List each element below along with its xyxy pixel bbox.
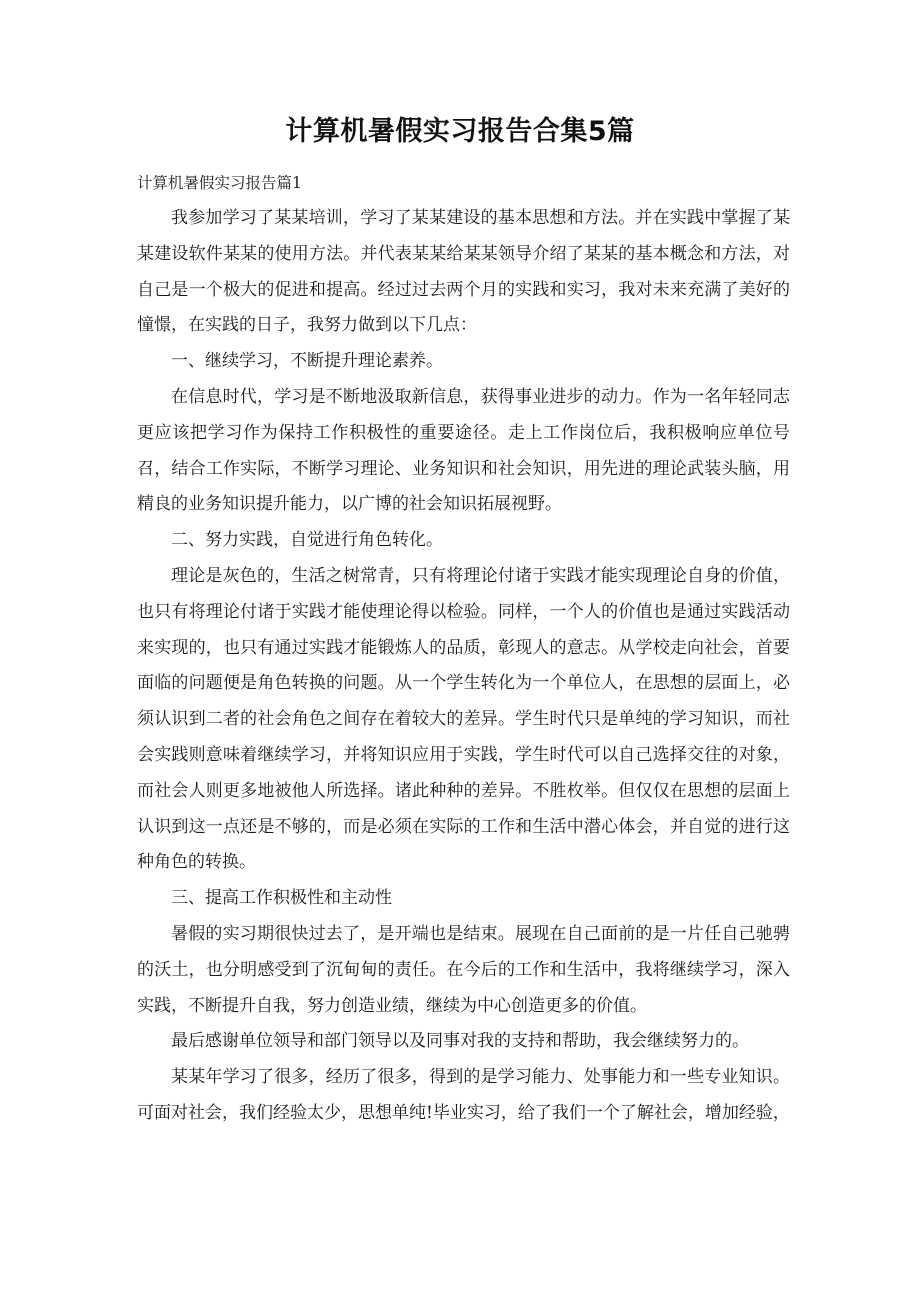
body-paragraph: 最后感谢单位领导和部门领导以及同事对我的支持和帮助，我会继续努力的。 xyxy=(171,1031,749,1052)
section-heading: 一、继续学习，不断提升理论素养。 xyxy=(171,351,443,372)
section-heading: 二、努力实践，自觉进行角色转化。 xyxy=(171,530,443,551)
body-paragraph: 我参加学习了某某培训，学习了某某建设的基本思想和方法。并在实践中掌握了某某建设软件某某的使用方法。并代表某某给某某领导介绍了某某的基本概念和方法，对自己是一个极大的促进和提高。经过过去两个月的实践和实习，我对未来充满了美好的憧憬，在实践的日子，我努力做到以下几点： xyxy=(137,208,790,336)
body-paragraph: 在信息时代，学习是不断地汲取新信息，获得事业进步的动力。作为一名年轻同志更应该把学习作为保持工作积极性的重要途径。走上工作岗位后，我积极响应单位号召，结合工作实际，不断学习理论、业务知识和社会知识，用先进的理论武装头脑，用精良的业务知识提升能力，以广博的社会知识拓展视野。 xyxy=(137,386,790,515)
document-body xyxy=(137,201,790,1132)
document-title: 计算机暑假实习报告合集5篇 xyxy=(285,116,635,147)
body-paragraph: 理论是灰色的，生活之树常青，只有将理论付诸于实践才能实现理论自身的价值，也只有将理论付诸于实践才能使理论得以检验。同样，一个人的价值也是通过实践活动来实现的，也只有通过实践才能锻炼人的品质，彰现人的意志。从学校走向社会，首要面临的问题便是角色转换的问题。从一个学生转化为一个单位人，在思想的层面上，必须认识到二者的社会角色之间存在着较大的差异。学生时代只是单纯的学习知识，而社会实践则意味着继续学习，并将知识应用于实践，学生时代可以自己选择交往的对象，而社会人则更多地被他人所选择。诸此种种的差异。不胜枚举。但仅仅在思想的层面上认识到这一点还是不够的，而是必须在实际的工作和生活中潜心体会，并自觉的进行这种角色的转换。 xyxy=(137,565,790,873)
body-paragraph: 暑假的实习期很快过去了，是开端也是结束。展现在自己面前的是一片任自己驰骋的沃土，也分明感受到了沉甸甸的责任。在今后的工作和生活中，我将继续学习，深入实践，不断提升自我，努力创造业绩，继续为中心创造更多的价值。 xyxy=(137,923,790,1016)
section-heading: 三、提高工作积极性和主动性 xyxy=(171,888,392,909)
body-paragraph: 某某年学习了很多，经历了很多，得到的是学习能力、处事能力和一些专业知识。可面对社会，我们经验太少，思想单纯!毕业实习，给了我们一个了解社会，增加经验， xyxy=(137,1067,790,1123)
section-subtitle: 计算机暑假实习报告篇1 xyxy=(137,174,302,192)
